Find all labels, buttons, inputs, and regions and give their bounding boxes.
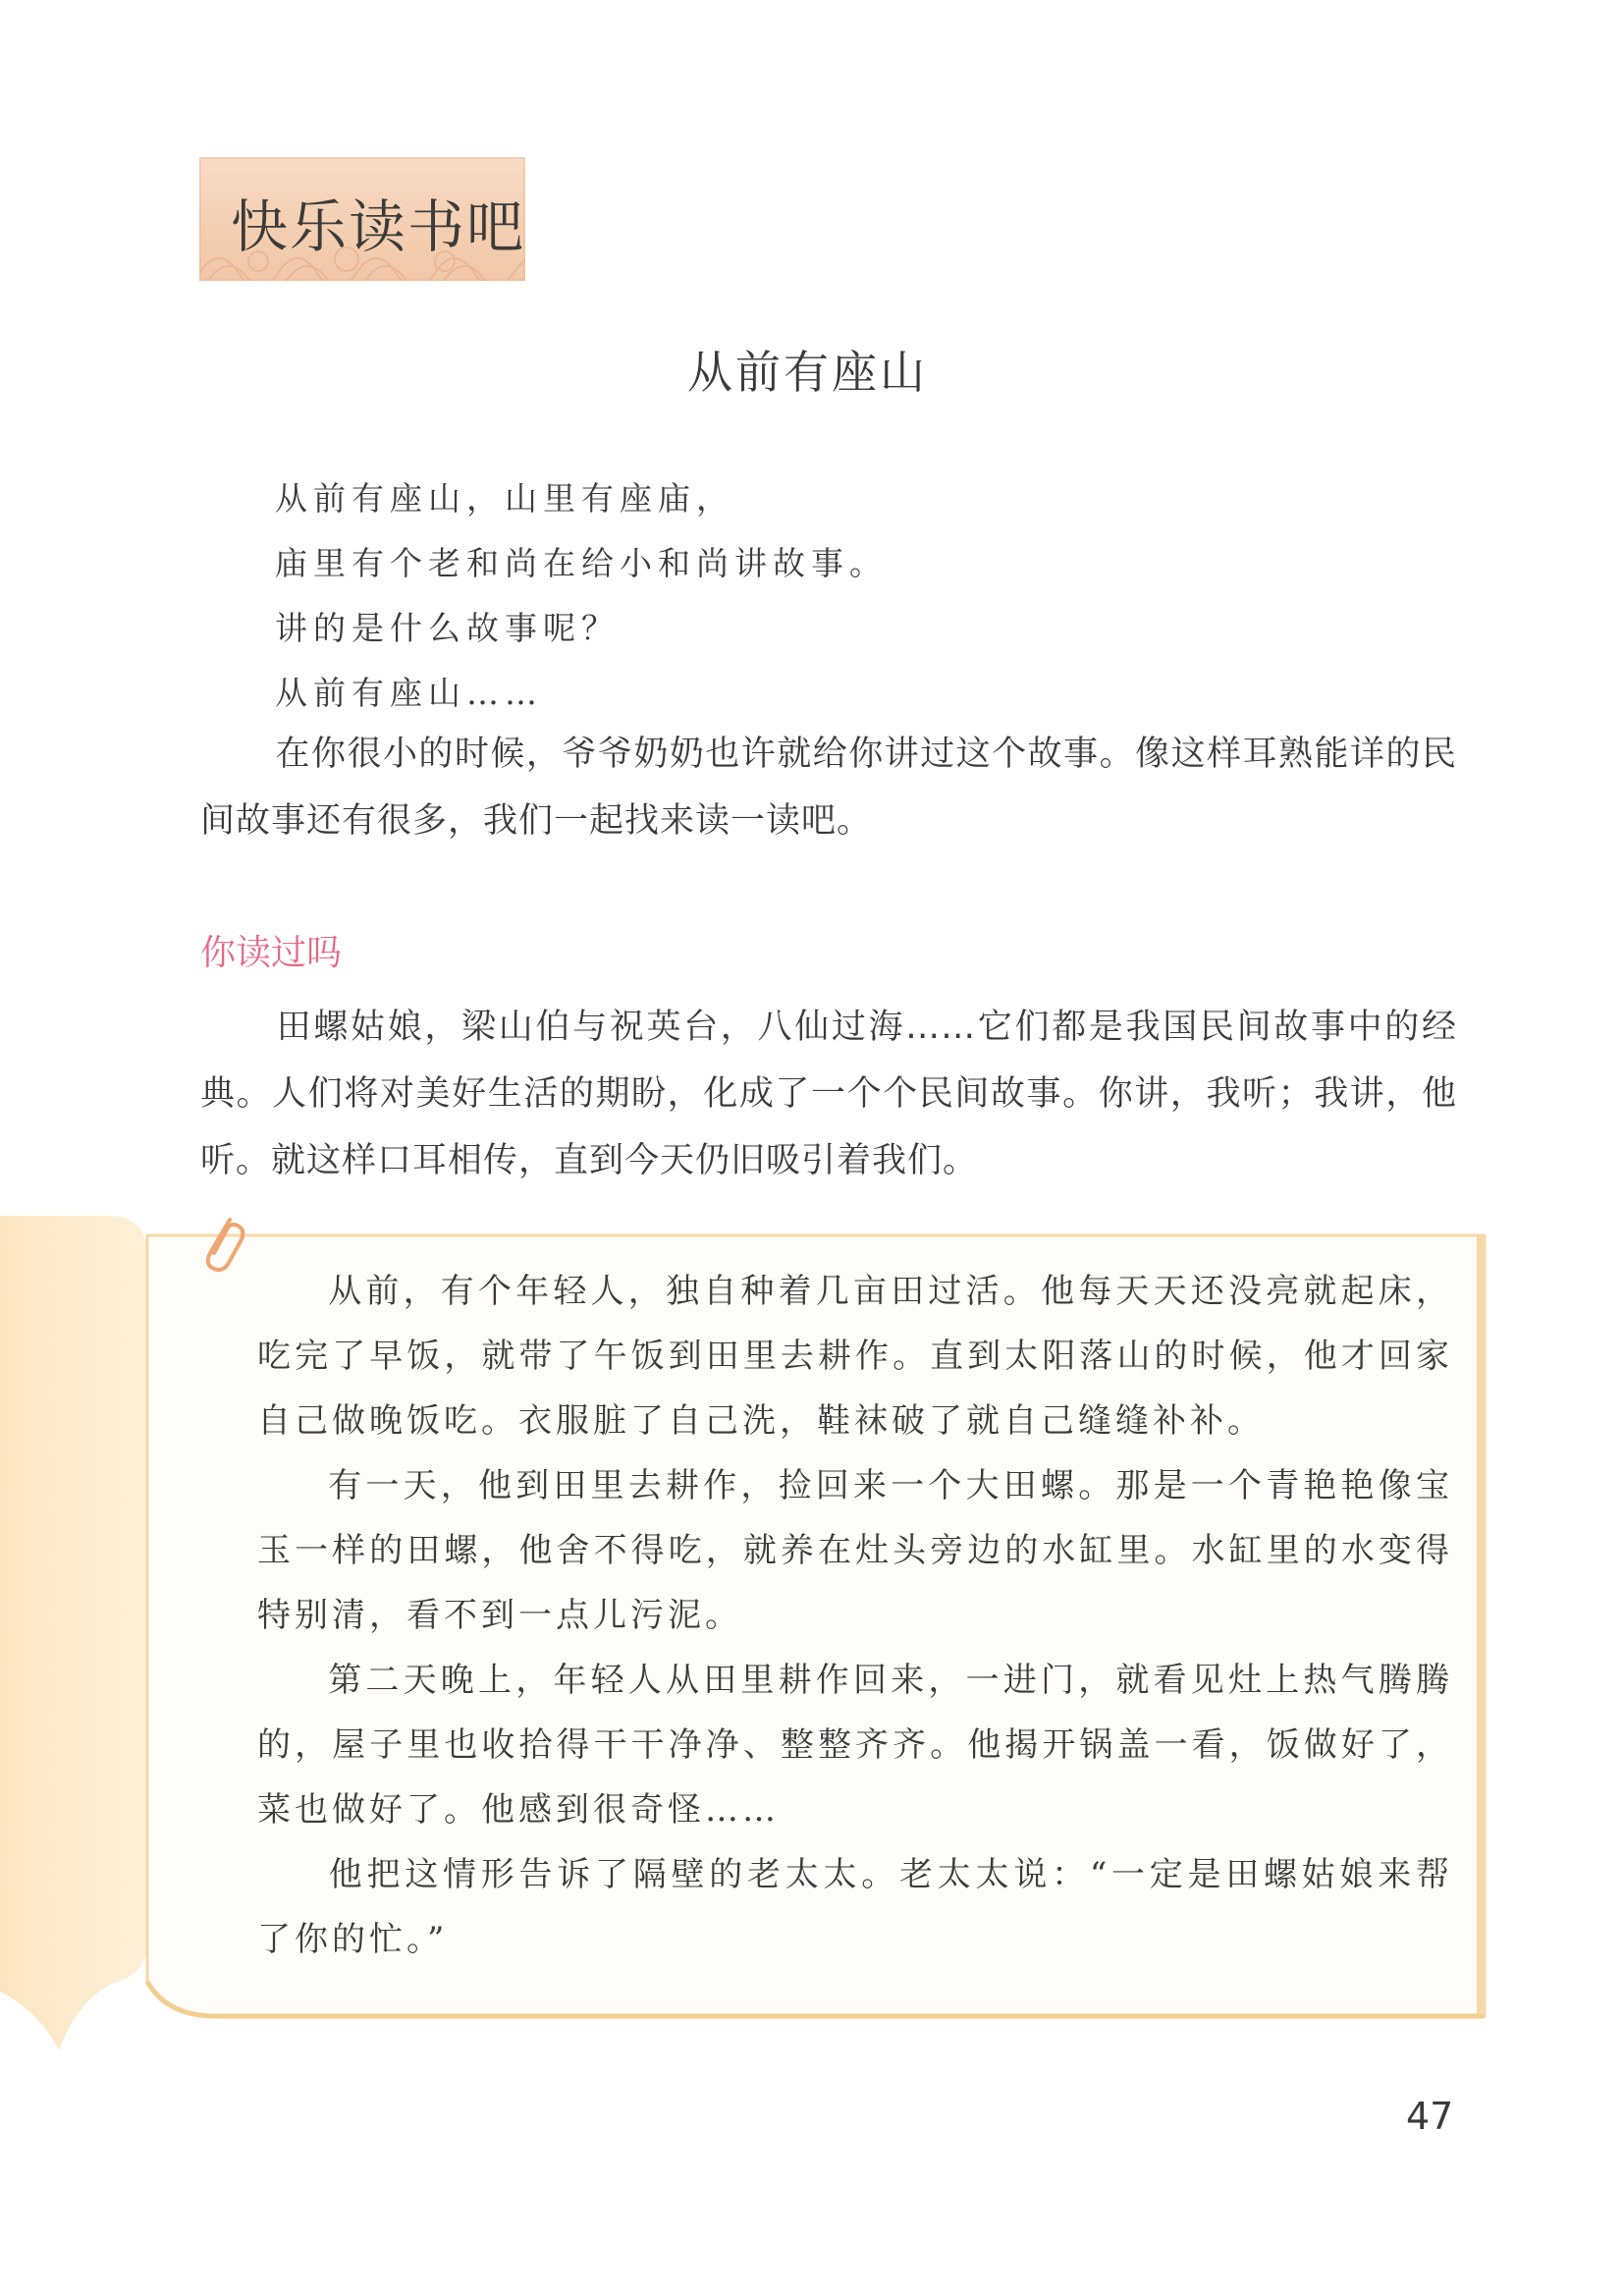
header-banner xyxy=(199,157,525,281)
story-paragraph xyxy=(257,1648,1453,1842)
page-title: 快乐读书吧 xyxy=(231,193,525,260)
story-paragraph xyxy=(257,1842,1453,1972)
story-text: 他把这情形告诉了隔壁的老太太。老太太说：“一定是田螺姑娘来帮了你的忙。” xyxy=(257,1855,1453,1959)
poem-line: 从前有座山，山里有座庙， xyxy=(275,479,734,518)
story-text: 第二天晚上，年轻人从田里耕作回来，一进门，就看见灶上热气腾腾的，屋子里也收拾得干干净净、整整齐齐。他揭开锅盖一看，饭做好了，菜也做好了。他感到很奇怪…… xyxy=(257,1661,1453,1830)
story-paragraph xyxy=(257,1259,1453,1453)
intro-paragraph xyxy=(200,721,1457,854)
intro-text: 在你很小的时候，爷爷奶奶也许就给你讲过这个故事。像这样耳熟能详的民间故事还有很多，我们一起找来读一读吧。 xyxy=(200,735,1457,841)
paperclip-icon xyxy=(196,1210,245,1279)
poem-line: 从前有座山…… xyxy=(275,674,543,712)
story-paragraph xyxy=(257,1453,1453,1648)
poem-title: 从前有座山 xyxy=(687,346,928,399)
story-text: 从前，有个年轻人，独自种着几亩田过活。他每天天还没亮就起床，吃完了早饭，就带了午饭到田里去耕作。直到太阳落山的时候，他才回家自己做晚饭吃。衣服脏了自己洗，鞋袜破了就自己缝缝补补。 xyxy=(257,1272,1453,1441)
story-text: 有一天，他到田里去耕作，捡回来一个大田螺。那是一个青艳艳像宝玉一样的田螺，他舍不得吃，就养在灶头旁边的水缸里。水缸里的水变得特别清，看不到一点儿污泥。 xyxy=(257,1466,1453,1635)
section-heading: 你读过吗 xyxy=(200,933,343,973)
poem-line: 讲的是什么故事呢？ xyxy=(275,609,620,647)
section-paragraph xyxy=(200,994,1457,1194)
page-number: 47 xyxy=(1406,2095,1454,2138)
section-text: 田螺姑娘，梁山伯与祝英台，八仙过海……它们都是我国民间故事中的经典。人们将对美好生活的期盼，化成了一个个民间故事。你讲，我听；我讲，他听。就这样口耳相传，直到今天仍旧吸引着我们。 xyxy=(200,1008,1457,1180)
poem-line: 庙里有个老和尚在给小和尚讲故事。 xyxy=(275,544,888,582)
